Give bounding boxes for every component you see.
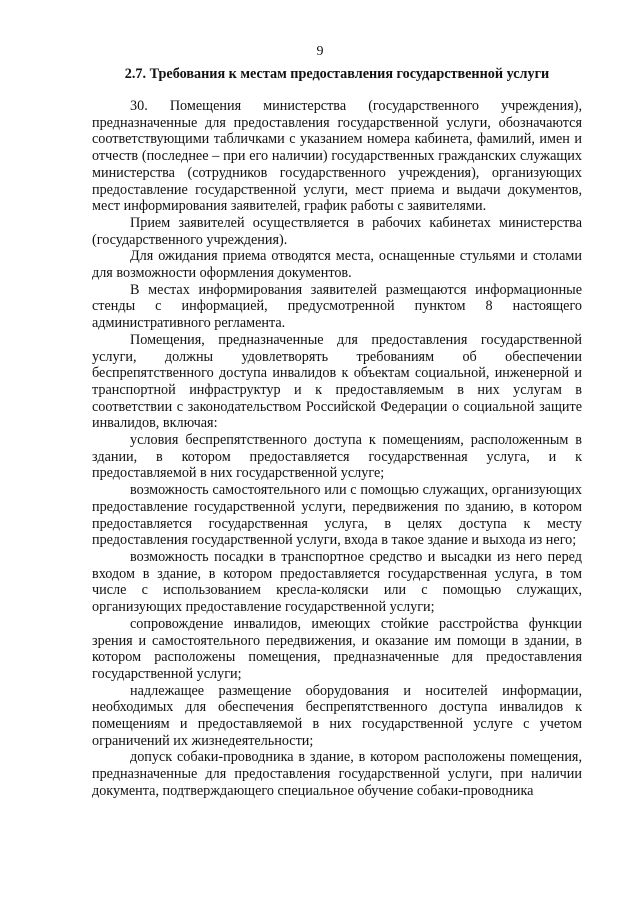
document-body [92,98,582,800]
list-item-access-conditions: условия беспрепятственного доступа к помещениям, расположенным в здании, в котором предоставляется государственная услуга, и к предоставляемой в них государственной услуге; [92,432,582,482]
paragraph-reception: Прием заявителей осуществляется в рабочих кабинетах министерства (государственного учреждения). [92,214,582,248]
paragraph-accessibility: Помещения, предназначенные для предоставления государственной услуги, должны удовлетворять требованиям об обеспечении беспрепятственного доступа инвалидов к объектам социальной, инженерной и транспортной инфраструктур и к предоставляемым в них услугам в соответствии с законодательством Российской Федерации о социальной защите инвалидов, включая: [92,331,582,432]
page-number: 9 [316,44,324,59]
paragraph-info-stands: В местах информирования заявителей размещаются информационные стенды с информацией, предусмотренной пунктом 8 настоящего административного регламента. [92,281,582,332]
paragraph-waiting-area: Для ожидания приема отводятся места, оснащенные стульями и столами для возможности оформления документов. [92,248,582,282]
list-item-independent-movement: возможность самостоятельного или с помощью служащих, организующих предоставление государственной услуги, передвижения по зданию, в котором предоставляется государственная услуга, в целях доступа к месту предоставления государственной услуги, входа в такое здание и выхода из него; [92,482,582,549]
list-item-transport-boarding: возможность посадки в транспортное средство и высадки из него перед входом в здание, в котором предоставляется государственная услуга, в том числе с использованием кресла-коляски или с помощью служащих, организующих предоставление государственной услуги; [92,548,582,616]
section-heading: 2.7. Требования к местам предоставления государственной услуги [124,66,550,82]
paragraph-30: 30. Помещения министерства (государственного учреждения), предназначенные для предоставления государственной услуги, обозначаются соответствующими табличками с указанием номера кабинета, фамилий, имен и отчеств (последнее – при его наличии) государственных гражданских служащих министерства (сотрудников государственного учреждения), организующих предоставление государственной услуги, мест приема и выдачи документов, мест информирования заявителей, график работы с заявителями. [92,98,582,215]
list-item-equipment-placement: надлежащее размещение оборудования и носителей информации, необходимых для обеспечения беспрепятственного доступа инвалидов к помещениям и предоставляемой в них государственной услуге с учетом ограничений их жизнедеятельности; [92,682,582,749]
list-item-escort: сопровождение инвалидов, имеющих стойкие расстройства функции зрения и самостоятельного передвижения, и оказание им помощи в здании, в котором расположены помещения, предназначенные для предоставления государственной услуги; [92,615,582,682]
list-item-guide-dog: допуск собаки-проводника в здание, в котором расположены помещения, предназначенные для предоставления государственной услуги, при наличии документа, подтверждающего специальное обучение собаки-проводника [92,749,582,799]
